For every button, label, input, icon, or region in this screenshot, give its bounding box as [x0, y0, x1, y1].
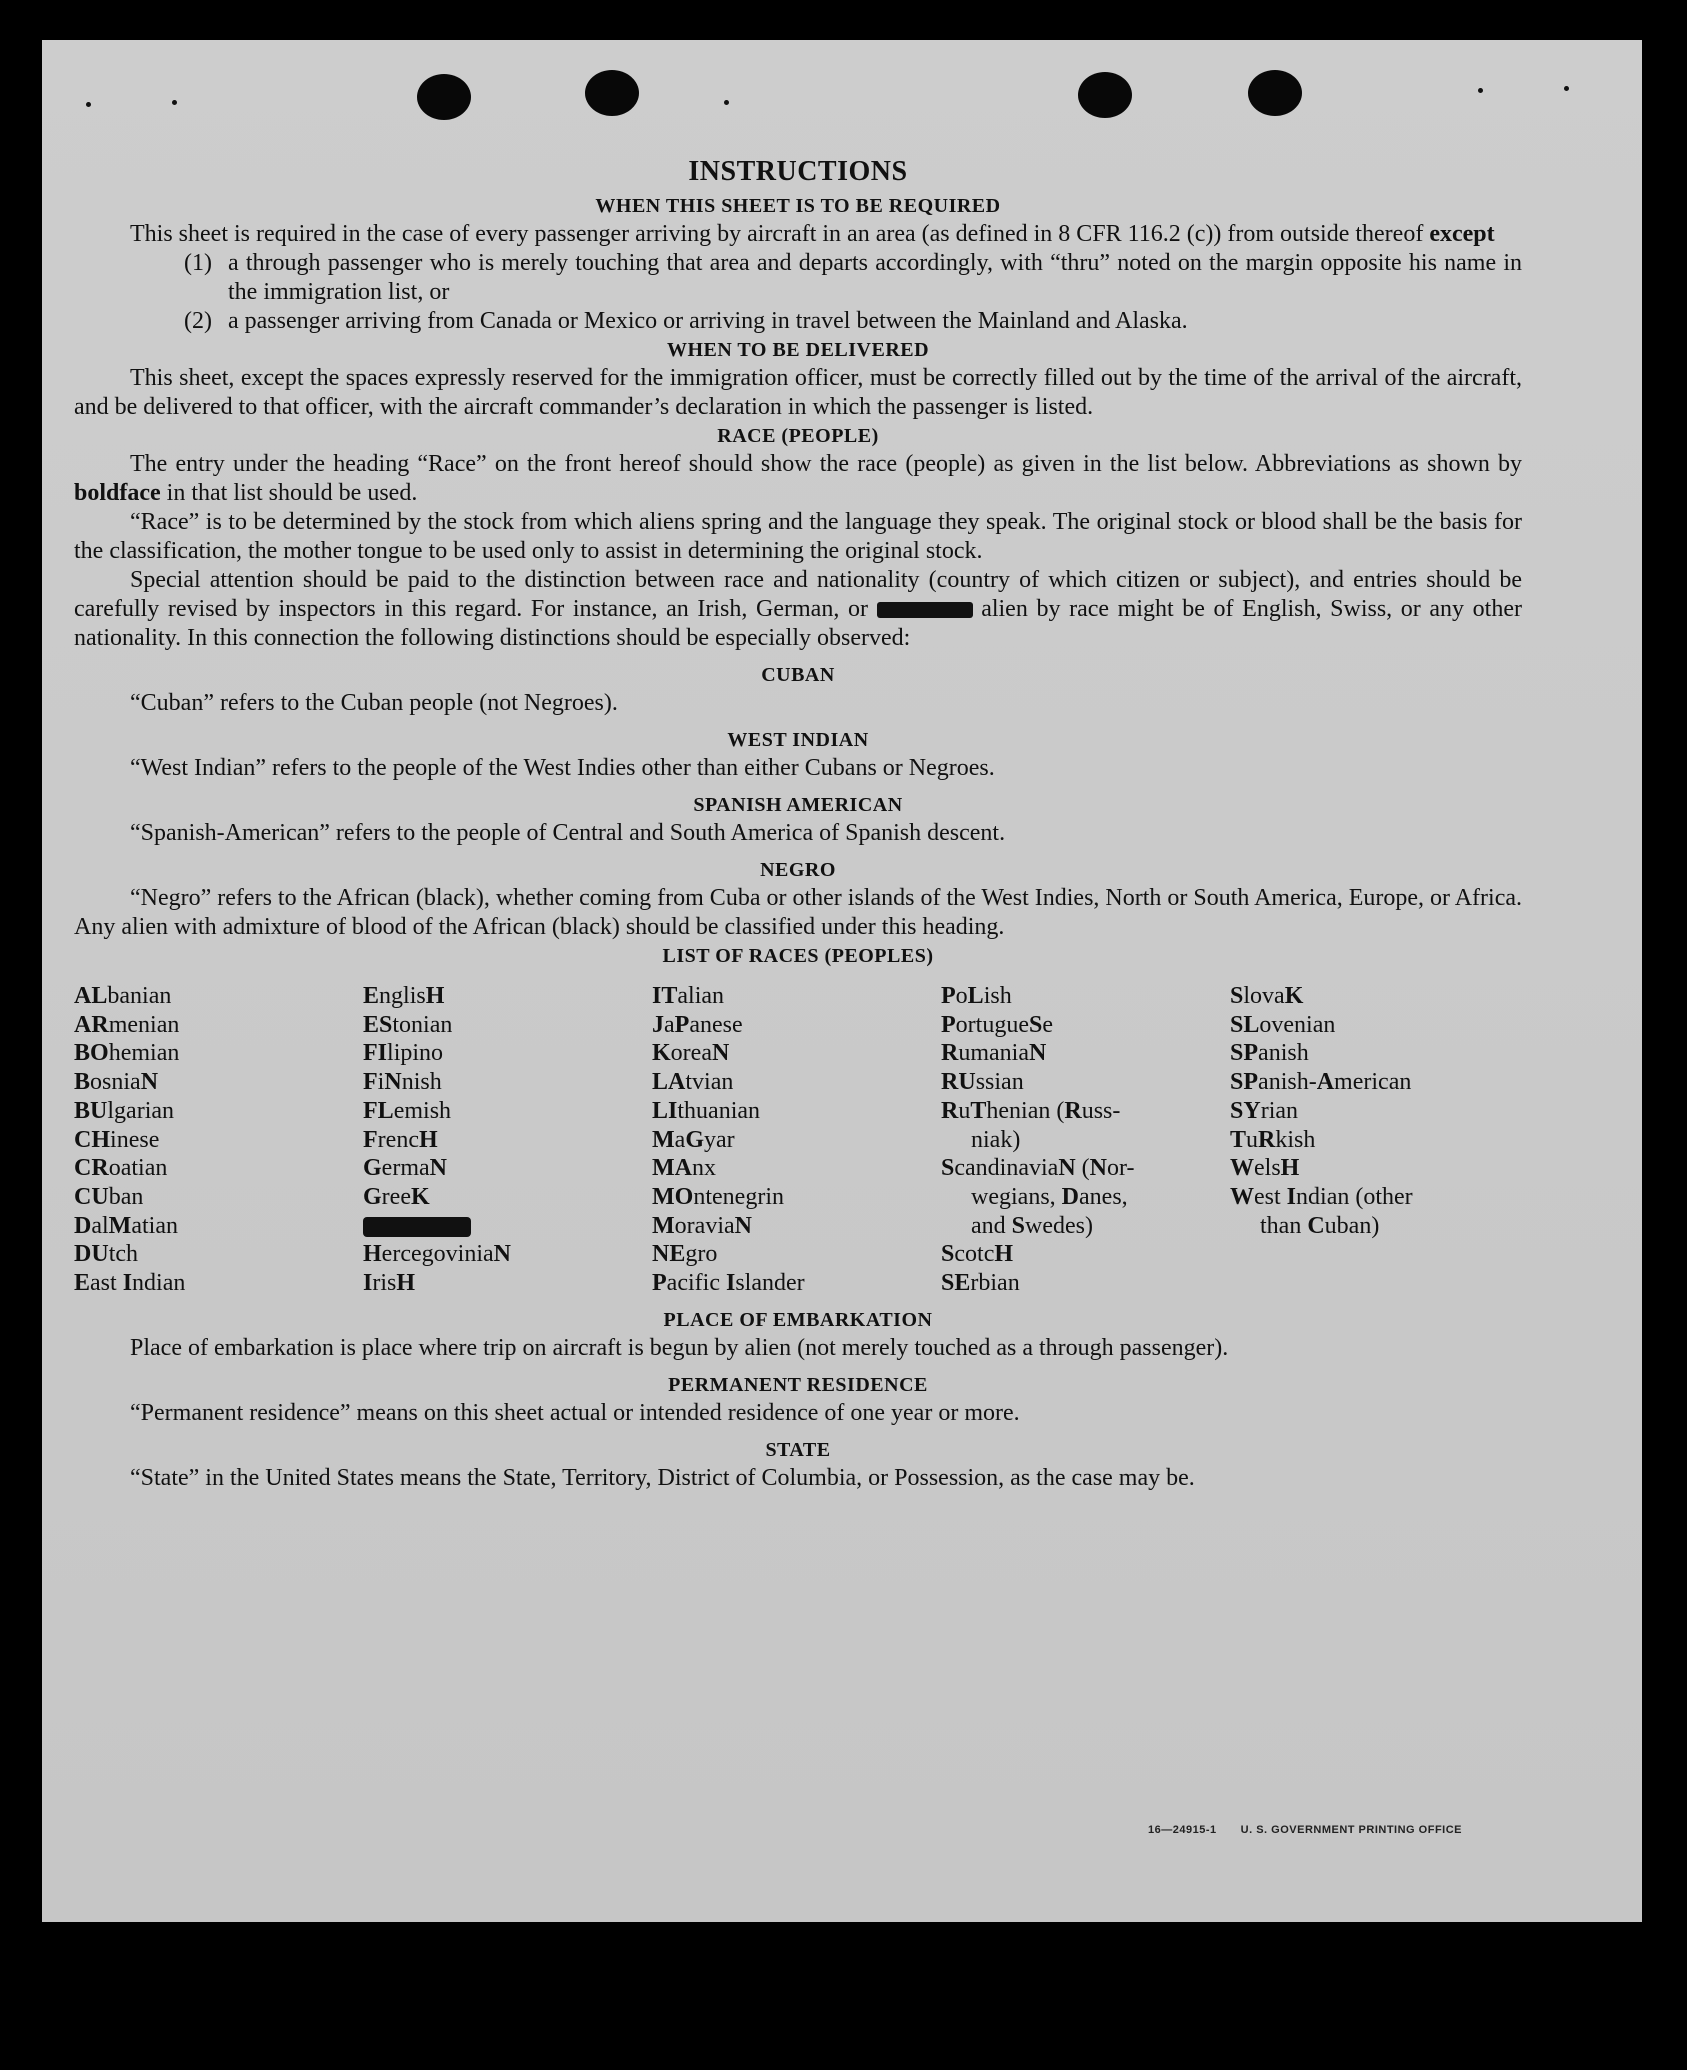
race-list-item: wegians, Danes, [971, 1183, 1128, 1210]
heading-negro: NEGRO [760, 859, 836, 881]
races-column-1 [74, 982, 363, 1298]
page-title: INSTRUCTIONS [688, 156, 908, 187]
cuban-text: “Cuban” refers to the Cuban people (not Negroes). [130, 690, 618, 716]
item-number: (2) [184, 308, 212, 334]
races-column-5 [1230, 982, 1519, 1298]
redaction-mark [363, 1217, 471, 1237]
race-list-item: GermaN [363, 1155, 447, 1182]
embarkation-text: Place of embarkation is place where trip on aircraft is begun by alien (not merely touched as a through passenger). [130, 1334, 1229, 1361]
race-list-item: MAnx [652, 1155, 716, 1182]
race-list-item: EnglisH [363, 983, 445, 1009]
race-list-item: SPanish-American [1230, 1069, 1412, 1096]
race-list-item: ARmenian [74, 1011, 180, 1038]
race-list-item: CUban [74, 1183, 144, 1210]
printer-footer [1124, 1824, 1462, 1836]
race-list-item: EStonian [363, 1011, 453, 1038]
race-list-item: RuThenian (Russ- [941, 1097, 1121, 1124]
required-intro [74, 220, 1522, 249]
race-list-item: FiNnish [363, 1069, 442, 1096]
punch-hole [417, 74, 471, 120]
race-list-item: PoLish [941, 983, 1012, 1009]
state-text: “State” in the United States means the State, Territory, District of Columbia, or Possession, as the case may be. [130, 1464, 1195, 1491]
required-intro-text: This sheet is required in the case of every passenger arriving by aircraft in an area (as defined in 8 CFR 116.2 (c)) from outside thereof [130, 221, 1424, 247]
race-list-item: DUtch [74, 1241, 139, 1268]
item-text: a passenger arriving from Canada or Mexico or arriving in travel between the Mainland and Alaska. [228, 308, 1188, 334]
required-item-2 [184, 307, 1522, 336]
race-list-item: WelsH [1230, 1155, 1300, 1182]
spanish-american-text: “Spanish-American” refers to the people of Central and South America of Spanish descent. [130, 820, 1006, 846]
race-list-item: BosniaN [74, 1069, 159, 1096]
races-column-4 [941, 982, 1230, 1298]
race-paragraph-2: “Race” is to be determined by the stock from which aliens spring and the language they speak. The original stock or blood shall be the basis for the classification, the mother tongue to be used only to assist in determining the original stock. [74, 509, 1522, 564]
race-list-item: Pacific Islander [652, 1270, 805, 1297]
heading-residence: PERMANENT RESIDENCE [668, 1373, 928, 1396]
delivered-text: This sheet, except the spaces expressly reserved for the immigration officer, must be correctly filled out by the time of the arrival of the aircraft, and be delivered to that officer, with the aircraft commander’s declaration in which the passenger is listed. [74, 365, 1522, 420]
race-list-item: PortugueSe [941, 1011, 1054, 1038]
race-p1-bold: boldface [74, 480, 161, 506]
race-list-item: HercegoviniaN [363, 1241, 511, 1268]
race-list-item: FrencH [363, 1126, 438, 1153]
race-list-item: ALbanian [74, 983, 172, 1009]
race-paragraph-1 [74, 450, 1522, 508]
race-list-item: MoraviaN [652, 1212, 752, 1239]
race-list-item: CRoatian [74, 1155, 168, 1182]
redaction-mark [877, 602, 973, 618]
race-list-item: RumaniaN [941, 1040, 1047, 1067]
heading-cuban: CUBAN [761, 664, 835, 686]
race-list-item: CHinese [74, 1126, 160, 1153]
heading-spanish-american: SPANISH AMERICAN [693, 794, 903, 816]
race-list-item: BUlgarian [74, 1097, 175, 1124]
printer-name: U. S. GOVERNMENT PRINTING OFFICE [1240, 1824, 1462, 1836]
race-list-item: ScandinaviaN (Nor- [941, 1155, 1135, 1182]
race-list-item: LIthuanian [652, 1097, 761, 1124]
required-intro-bold: except [1429, 221, 1495, 247]
races-column-3 [652, 982, 941, 1298]
race-list-item: BOhemian [74, 1040, 180, 1067]
race-paragraph-3 [74, 566, 1522, 653]
residence-text: “Permanent residence” means on this sheet actual or intended residence of one year or more. [130, 1399, 1020, 1426]
race-list-item: MOntenegrin [652, 1183, 784, 1210]
race-p3-text-end: alien by race might be of English, Swiss, or any other nationality. In this connection the following distinctions should be especially observed: [74, 596, 1522, 651]
document-sheet [42, 40, 1642, 1922]
race-list-item: SlovaK [1230, 983, 1304, 1009]
race-list-item: than Cuban) [1260, 1212, 1380, 1239]
speck [1564, 86, 1569, 91]
race-list-item: RUssian [941, 1069, 1024, 1096]
punch-hole [1078, 72, 1132, 118]
race-list-item: LAtvian [652, 1069, 734, 1096]
race-list-item: KoreaN [652, 1040, 730, 1067]
races-column-2 [363, 982, 652, 1298]
item-number: (1) [184, 250, 212, 276]
race-list-item: SLovenian [1230, 1011, 1336, 1038]
race-list-item: DalMatian [74, 1212, 178, 1239]
race-list-item: FLemish [363, 1097, 452, 1124]
races-list [74, 982, 1522, 1298]
race-list-item: SYrian [1230, 1097, 1299, 1124]
race-list-item: and Swedes) [971, 1212, 1094, 1239]
race-list-item: ITalian [652, 983, 725, 1009]
race-list-item: NEgro [652, 1241, 718, 1268]
punch-hole [585, 70, 639, 116]
race-list-item: IrisH [363, 1270, 416, 1297]
instructions-body [74, 152, 1522, 1493]
race-list-item: TuRkish [1230, 1126, 1316, 1153]
speck [86, 102, 91, 107]
form-number: 16—24915-1 [1148, 1824, 1217, 1836]
heading-list-of-races: LIST OF RACES (PEOPLES) [662, 945, 934, 967]
race-p3-text: Special attention should be paid to the distinction between race and nationality (country of which citizen or subject), and entries should be carefully revised by inspectors in this regard. For instance, an Irish, German, or [74, 567, 1522, 622]
heading-required: WHEN THIS SHEET IS TO BE REQUIRED [595, 195, 1001, 217]
negro-text: “Negro” refers to the African (black), whether coming from Cuba or other islands of the West Indies, North or South America, Europe, or Africa. Any alien with admixture of blood of the African (black) should be classified under this heading. [74, 885, 1522, 940]
race-p1-text-end: in that list should be used. [166, 480, 418, 506]
heading-state: STATE [765, 1438, 831, 1461]
item-text: a through passenger who is merely touching that area and departs accordingly, with “thru” noted on the margin opposite his name in the immigration list, or [228, 250, 1522, 305]
race-list-item: GreeK [363, 1183, 430, 1210]
race-list-item: JaPanese [652, 1011, 743, 1038]
heading-delivered: WHEN TO BE DELIVERED [666, 339, 930, 361]
heading-race: RACE (PEOPLE) [717, 425, 879, 447]
speck [724, 100, 729, 105]
speck [1478, 88, 1483, 93]
west-indian-text: “West Indian” refers to the people of the West Indies other than either Cubans or Negroes. [130, 755, 995, 781]
heading-embarkation: PLACE OF EMBARKATION [663, 1308, 933, 1331]
race-list-item [363, 1212, 652, 1241]
race-list-item: East Indian [74, 1270, 186, 1297]
punch-hole [1248, 70, 1302, 116]
required-item-1 [184, 249, 1522, 307]
speck [172, 100, 177, 105]
race-list-item: SErbian [941, 1270, 1020, 1297]
race-list-item: SPanish [1230, 1040, 1309, 1067]
heading-west-indian: WEST INDIAN [727, 729, 869, 751]
race-list-item: FIlipino [363, 1040, 444, 1067]
race-list-item: niak) [971, 1126, 1021, 1153]
race-list-item: ScotcH [941, 1241, 1014, 1268]
race-list-item: West Indian (other [1230, 1183, 1413, 1210]
race-p1-text: The entry under the heading “Race” on the front hereof should show the race (people) as given in the list below. Abbreviations as shown by [130, 451, 1522, 477]
race-list-item: MaGyar [652, 1126, 735, 1153]
